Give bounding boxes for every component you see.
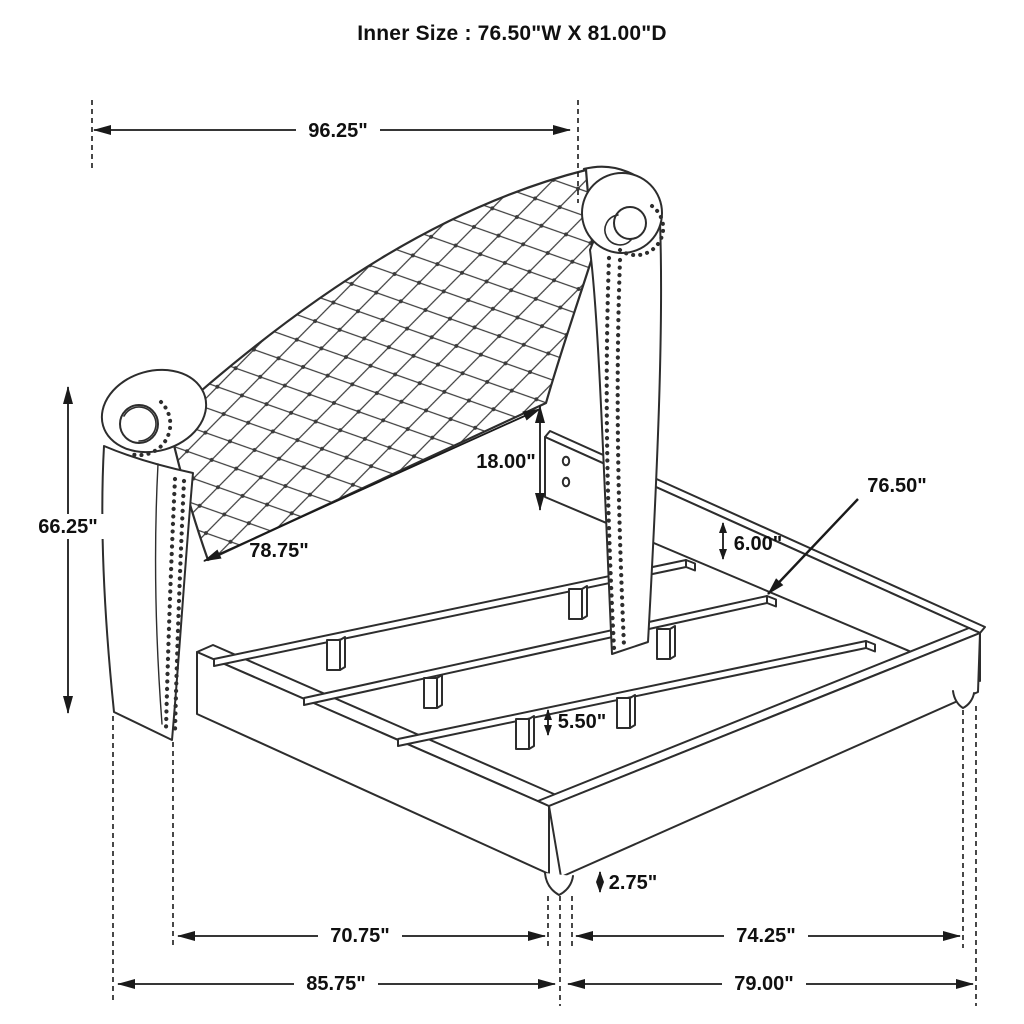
dim-label-slat-area-length: 70.75": [330, 925, 390, 947]
foot-leg-front: [545, 873, 573, 895]
dim-label-headboard-height: 66.25": [38, 516, 98, 538]
dim-label-overall-length: 85.75": [306, 973, 366, 995]
slat-leg: [327, 637, 345, 670]
slat-leg: [657, 626, 675, 659]
headboard-tufted-panel: [168, 170, 593, 560]
dim-label-side-rail-height: 6.00": [733, 533, 783, 555]
dim-label-footboard-width: 74.25": [736, 925, 796, 947]
foot-leg-right: [953, 691, 974, 708]
dim-label-front-width: 79.00": [734, 973, 794, 995]
dim-label-foot-leg-height: 2.75": [608, 872, 658, 894]
slat-2: [304, 596, 776, 708]
screw-hole: [563, 457, 569, 465]
dim-label-overall-width: 96.25": [308, 120, 368, 142]
dim-label-center-leg-height: 5.50": [557, 711, 607, 733]
dim-label-inner-width: 76.50": [867, 475, 927, 497]
left-scroll-cap: [120, 405, 158, 443]
diagram-title: Inner Size : 76.50"W X 81.00"D: [357, 22, 667, 45]
slat-leg: [569, 586, 587, 619]
dim-label-headboard-panel-width: 78.75": [249, 540, 309, 562]
slat-leg: [516, 716, 534, 749]
dim-label-headboard-bottom-to-slat: 18.00": [476, 451, 536, 473]
slat-leg: [424, 675, 442, 708]
right-scroll-cap: [614, 207, 646, 239]
slat-leg: [617, 695, 635, 728]
left-side-rail: [197, 645, 563, 874]
screw-hole: [563, 478, 569, 486]
tufting-pattern: [168, 170, 593, 560]
